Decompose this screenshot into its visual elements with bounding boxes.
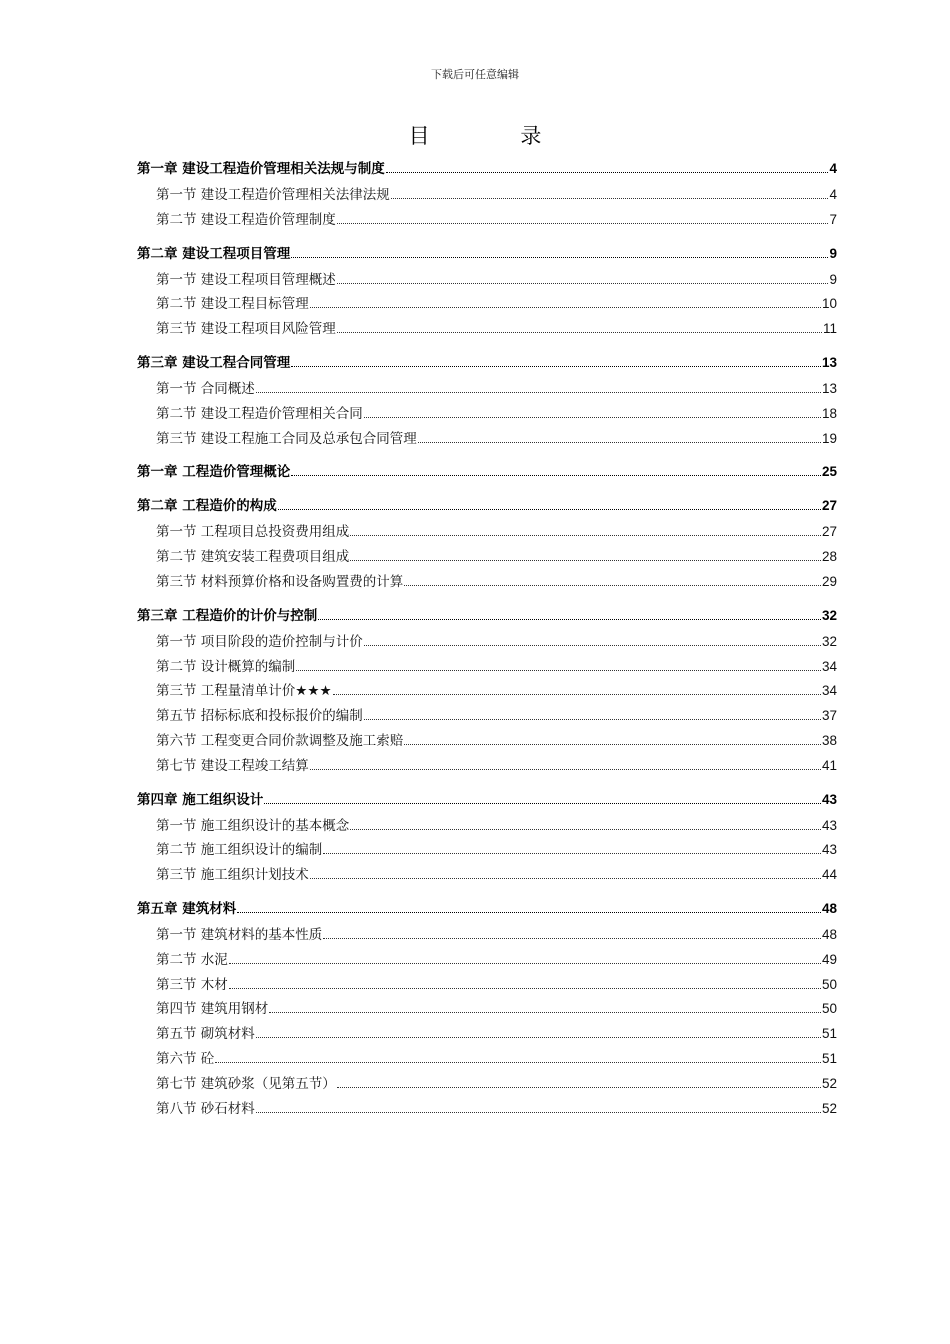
- toc-entry-label: 第二节 建设工程造价管理制度: [156, 211, 336, 228]
- dot-leader: [404, 584, 821, 586]
- toc-section-entry[interactable]: [137, 997, 837, 1022]
- toc-entry-label: 第八节 砂石材料: [156, 1100, 255, 1117]
- toc-section-entry[interactable]: [137, 923, 837, 948]
- toc-chapter-entry[interactable]: [137, 459, 837, 485]
- dot-leader: [229, 962, 821, 964]
- toc-entry-label: 第一节 建设工程项目管理概述: [156, 271, 336, 288]
- dot-leader: [310, 306, 821, 308]
- toc-entry-label: 第六节 砼: [156, 1050, 215, 1067]
- dot-leader: [364, 718, 821, 720]
- toc-chapter-entry[interactable]: [137, 493, 837, 519]
- toc-entry-label: 第三节 建设工程项目风险管理: [156, 321, 336, 338]
- toc-page-number: 29: [821, 573, 837, 589]
- toc-chapter-entry[interactable]: [137, 787, 837, 813]
- dot-leader: [296, 669, 821, 671]
- toc-page-number: 44: [821, 867, 837, 883]
- toc-page-number: 18: [821, 405, 837, 421]
- toc-entry-label: 第七节 建筑砂浆（见第五节）: [156, 1075, 336, 1092]
- dot-leader: [269, 1011, 821, 1013]
- toc-entry-label: 第三节 施工组织计划技术: [156, 867, 309, 884]
- toc-chapter-entry[interactable]: [137, 603, 837, 629]
- toc-section-entry[interactable]: [137, 679, 837, 704]
- dot-leader: [333, 693, 821, 695]
- toc-chapter-entry[interactable]: [137, 156, 837, 182]
- toc-entry-label: 第一节 合同概述: [156, 380, 255, 397]
- toc-page-number: 10: [821, 296, 837, 312]
- dot-leader: [237, 911, 821, 913]
- table-of-contents: [137, 156, 837, 1121]
- dot-leader: [323, 937, 821, 939]
- toc-section-entry[interactable]: [137, 292, 837, 317]
- toc-page-number: 32: [821, 607, 837, 623]
- toc-entry-label: 第七节 建设工程竣工结算: [156, 757, 309, 774]
- toc-entry-label: 第三节 工程量清单计价★★★: [156, 683, 332, 700]
- toc-section-entry[interactable]: [137, 208, 837, 233]
- toc-section-entry[interactable]: [137, 545, 837, 570]
- toc-chapter-entry[interactable]: [137, 896, 837, 922]
- toc-page-number: 50: [821, 1001, 837, 1017]
- toc-entry-label: 第一章 建设工程造价管理相关法规与制度: [137, 161, 385, 177]
- toc-entry-label: 第一节 建筑材料的基本性质: [156, 926, 323, 943]
- toc-page-number: 51: [821, 1050, 837, 1066]
- dot-leader: [337, 222, 829, 224]
- toc-entry-label: 第五节 砌筑材料: [156, 1026, 255, 1043]
- toc-entry-label: 第二节 水泥: [156, 951, 228, 968]
- dot-leader: [364, 644, 821, 646]
- toc-page-number: 13: [821, 354, 837, 370]
- dot-leader: [310, 768, 821, 770]
- toc-section-entry[interactable]: [137, 520, 837, 545]
- toc-section-entry[interactable]: [137, 630, 837, 655]
- dot-leader: [350, 534, 821, 536]
- dot-leader: [318, 618, 821, 620]
- dot-leader: [278, 508, 821, 510]
- toc-page-number: 27: [821, 524, 837, 540]
- toc-section-entry[interactable]: [137, 377, 837, 402]
- toc-page-number: 38: [821, 732, 837, 748]
- toc-entry-label: 第一节 建设工程造价管理相关法律法规: [156, 187, 390, 203]
- toc-section-entry[interactable]: [137, 570, 837, 595]
- dot-leader: [418, 441, 821, 443]
- dot-leader: [229, 987, 821, 989]
- dot-leader: [256, 1036, 821, 1038]
- toc-page-number: 25: [821, 464, 837, 480]
- dot-leader: [310, 877, 821, 879]
- toc-page-number: 43: [821, 817, 837, 833]
- toc-entry-label: 第二章 工程造价的构成: [137, 498, 277, 515]
- toc-page-number: 7: [829, 211, 837, 227]
- toc-entry-label: 第四章 施工组织设计: [137, 791, 264, 808]
- toc-section-entry[interactable]: [137, 1097, 837, 1122]
- toc-section-entry[interactable]: [137, 1047, 837, 1072]
- dot-leader: [323, 852, 821, 854]
- toc-entry-label: 第五节 招标标底和投标报价的编制: [156, 708, 363, 725]
- dot-leader: [256, 391, 821, 393]
- toc-page-number: 43: [821, 791, 837, 807]
- toc-page-number: 32: [821, 633, 837, 649]
- toc-entry-label: 第五章 建筑材料: [137, 900, 237, 917]
- toc-section-entry[interactable]: [137, 1022, 837, 1047]
- toc-page-number: 50: [821, 976, 837, 992]
- toc-section-entry[interactable]: [137, 704, 837, 729]
- toc-entry-label: 第三节 木材: [156, 976, 228, 993]
- toc-page-number: 52: [821, 1075, 837, 1091]
- toc-section-entry[interactable]: [137, 973, 837, 998]
- dot-leader: [337, 1086, 821, 1088]
- toc-entry-label: 第二节 设计概算的编制: [156, 658, 296, 675]
- toc-entry-label: 第四节 建筑用钢材: [156, 1001, 269, 1018]
- toc-page-number: 43: [821, 842, 837, 858]
- dot-leader: [350, 828, 821, 830]
- toc-page-number: 13: [821, 380, 837, 396]
- toc-section-entry[interactable]: [137, 427, 837, 452]
- toc-page-number: 4: [829, 161, 837, 176]
- toc-entry-label: 第二节 建设工程造价管理相关合同: [156, 405, 363, 422]
- toc-page-number: 48: [821, 926, 837, 942]
- toc-page-number: 19: [821, 430, 837, 446]
- toc-page-number: 51: [821, 1026, 837, 1042]
- toc-entry-label: 第二节 建筑安装工程费项目组成: [156, 549, 350, 566]
- header-note: 下载后可任意编辑: [431, 68, 519, 81]
- toc-page-number: 41: [821, 757, 837, 773]
- dot-leader: [337, 331, 822, 333]
- toc-entry-label: 第一节 施工组织设计的基本概念: [156, 817, 350, 834]
- toc-section-entry[interactable]: [137, 317, 837, 342]
- toc-section-entry[interactable]: [137, 268, 837, 293]
- toc-section-entry[interactable]: [137, 838, 837, 863]
- toc-section-entry[interactable]: [137, 948, 837, 973]
- toc-entry-label: 第六节 工程变更合同价款调整及施工索赔: [156, 732, 404, 749]
- toc-entry-label: 第三节 建设工程施工合同及总承包合同管理: [156, 430, 417, 447]
- toc-section-entry[interactable]: [137, 754, 837, 779]
- toc-page-number: 11: [822, 321, 837, 337]
- dot-leader: [386, 171, 829, 173]
- toc-entry-label: 第三章 建设工程合同管理: [137, 354, 291, 371]
- dot-leader: [364, 416, 821, 418]
- toc-chapter-entry[interactable]: [137, 241, 837, 267]
- dot-leader: [337, 282, 829, 284]
- toc-entry-label: 第二节 建设工程目标管理: [156, 296, 309, 313]
- toc-page-number: 28: [821, 549, 837, 565]
- toc-page-number: 48: [821, 900, 837, 916]
- toc-page-number: 49: [821, 951, 837, 967]
- toc-page-number: 4: [829, 187, 837, 202]
- toc-entry-label: 第一节 工程项目总投资费用组成: [156, 524, 350, 541]
- dot-leader: [264, 802, 821, 804]
- toc-page-number: 9: [829, 245, 837, 261]
- toc-title: 目 录: [408, 124, 584, 148]
- toc-page-number: 34: [821, 683, 837, 699]
- toc-entry-label: 第三章 工程造价的计价与控制: [137, 607, 318, 624]
- toc-section-entry[interactable]: [137, 655, 837, 680]
- toc-entry-label: 第三节 材料预算价格和设备购置费的计算: [156, 573, 404, 590]
- dot-leader: [215, 1061, 821, 1063]
- toc-entry-label: 第二节 施工组织设计的编制: [156, 842, 323, 859]
- toc-page-number: 34: [821, 658, 837, 674]
- dot-leader: [291, 256, 828, 258]
- dot-leader: [291, 474, 821, 476]
- toc-page-number: 37: [821, 708, 837, 724]
- toc-section-entry[interactable]: [137, 729, 837, 754]
- dot-leader: [350, 559, 821, 561]
- dot-leader: [291, 365, 821, 367]
- toc-section-entry[interactable]: [137, 183, 837, 208]
- toc-section-entry[interactable]: [137, 814, 837, 839]
- toc-page-number: 9: [829, 271, 837, 287]
- dot-leader: [404, 743, 821, 745]
- toc-chapter-entry[interactable]: [137, 350, 837, 376]
- toc-section-entry[interactable]: [137, 402, 837, 427]
- toc-page-number: 52: [821, 1100, 837, 1116]
- toc-section-entry[interactable]: [137, 1072, 837, 1097]
- dot-leader: [256, 1111, 821, 1113]
- dot-leader: [391, 197, 829, 199]
- toc-entry-label: 第二章 建设工程项目管理: [137, 245, 291, 262]
- toc-section-entry[interactable]: [137, 863, 837, 888]
- toc-entry-label: 第一节 项目阶段的造价控制与计价: [156, 633, 363, 650]
- toc-page-number: 27: [821, 498, 837, 514]
- toc-entry-label: 第一章 工程造价管理概论: [137, 464, 291, 481]
